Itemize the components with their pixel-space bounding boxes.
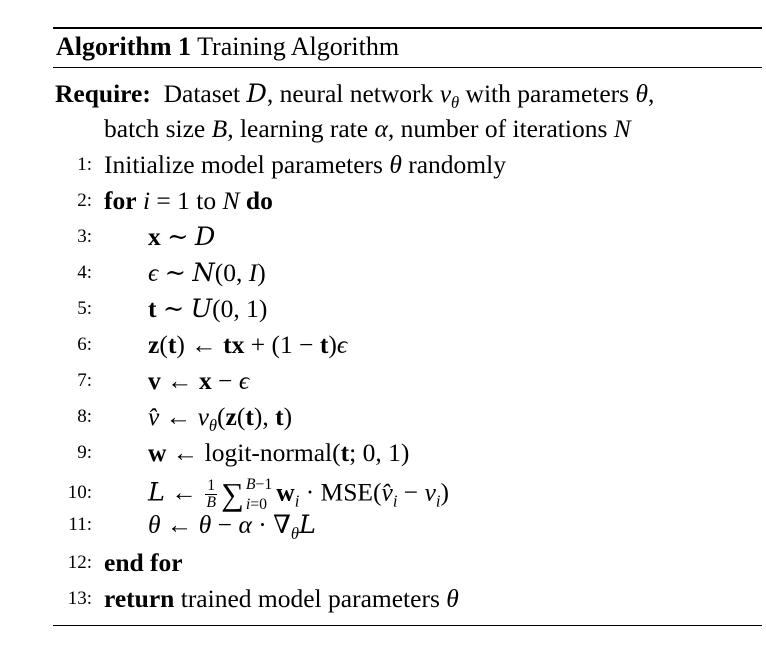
step-number: 9: xyxy=(77,442,92,463)
top-rule xyxy=(53,27,762,29)
step-number: 6: xyxy=(77,334,92,355)
require-keyword: Require: xyxy=(55,79,151,108)
step-number: 3: xyxy=(77,226,92,247)
bottom-rule xyxy=(53,625,762,626)
step-number: 10: xyxy=(67,482,92,503)
step-number: 8: xyxy=(77,406,92,427)
algorithm-caption xyxy=(56,31,399,63)
step-number: 4: xyxy=(77,262,92,283)
caption-rule xyxy=(53,67,762,68)
step-number: 7: xyxy=(77,370,92,391)
step-number: 1: xyxy=(77,154,92,175)
algorithm-label: Algorithm 1 xyxy=(56,32,192,61)
step-number: 11: xyxy=(68,514,92,535)
step-number: 12: xyxy=(67,552,92,573)
step-number: 2: xyxy=(77,190,92,211)
algorithm-title: Training Algorithm xyxy=(197,32,400,61)
step-number: 13: xyxy=(67,588,92,609)
step-number: 5: xyxy=(77,298,92,319)
